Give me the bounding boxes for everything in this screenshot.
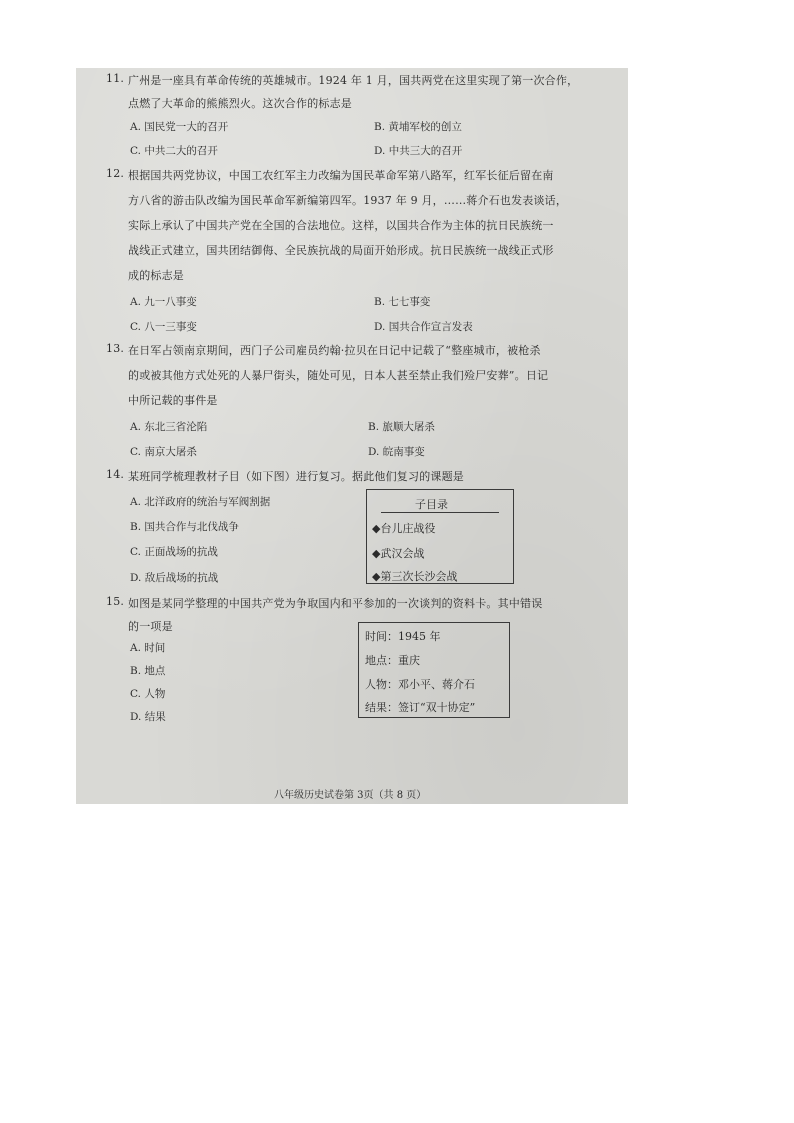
- question-text-line: 广州是一座具有革命传统的英雄城市。1924 年 1 月，国共两党在这里实现了第一次合作，: [128, 74, 579, 87]
- page-footer: 八年级历史试卷第 3页（共 8 页）: [274, 790, 427, 801]
- question-number: 12.: [106, 167, 125, 180]
- card-place: 地点：重庆: [365, 654, 420, 667]
- question-text-line: 点燃了大革命的熊熊烈火。这次合作的标志是: [128, 97, 352, 110]
- question-text-line: 实际上承认了中国共产党在全国的合法地位。这样，以国共合作为主体的抗日民族统一: [128, 219, 554, 232]
- option-d: D. 皖南事变: [368, 446, 425, 458]
- question-number: 15.: [106, 595, 125, 608]
- option-d: D. 敌后战场的抗战: [130, 572, 219, 584]
- title-underline: [381, 512, 499, 513]
- option-a: A. 北洋政府的统治与军阀割据: [130, 496, 271, 508]
- option-d: D. 结果: [130, 711, 166, 723]
- option-b: B. 黄埔军校的创立: [374, 121, 462, 133]
- subtopic-item: ◆台儿庄战役: [372, 522, 436, 535]
- question-text-line: 根据国共两党协议，中国工农红军主力改编为国民革命军第八路军，红军长征后留在南: [128, 169, 554, 182]
- option-c: C. 八一三事变: [130, 321, 197, 333]
- card-people: 人物：邓小平、蒋介石: [365, 678, 475, 691]
- card-time: 时间：1945 年: [365, 630, 441, 643]
- option-a: A. 东北三省沦陷: [130, 421, 208, 433]
- question-text-line: 方八省的游击队改编为国民革命军新编第四军。1937 年 9 月，……蒋介石也发表谈话，: [128, 194, 568, 207]
- option-c: C. 南京大屠杀: [130, 446, 197, 458]
- option-a: A. 九一八事变: [130, 296, 197, 308]
- option-d: D. 国共合作宣言发表: [374, 321, 473, 333]
- subtopic-item: ◆第三次长沙会战: [372, 570, 458, 583]
- question-text-line: 某班同学梳理教材子目（如下图）进行复习。据此他们复习的课题是: [128, 470, 464, 483]
- option-a: A. 国民党一大的召开: [130, 121, 229, 133]
- card-result: 结果：签订“双十协定”: [365, 701, 476, 714]
- option-a: A. 时间: [130, 642, 166, 654]
- subtopic-item: ◆武汉会战: [372, 547, 425, 560]
- option-d: D. 中共三大的召开: [374, 145, 463, 157]
- option-c: C. 人物: [130, 688, 166, 700]
- subtopic-directory-box: [366, 489, 514, 584]
- question-text-line: 战线正式建立，国共团结御侮、全民族抗战的局面开始形成。抗日民族统一战线正式形: [128, 244, 554, 257]
- question-text-line: 中所记载的事件是: [128, 394, 218, 407]
- question-text-line: 如图是某同学整理的中国共产党为争取国内和平参加的一次谈判的资料卡。其中错误: [128, 597, 543, 610]
- negotiation-info-card: [358, 622, 510, 718]
- option-b: B. 旅顺大屠杀: [368, 421, 435, 433]
- question-number: 14.: [106, 468, 125, 481]
- question-text-line: 的一项是: [128, 620, 173, 633]
- question-number: 13.: [106, 342, 125, 355]
- subtopic-directory-title: 子目录: [415, 498, 448, 511]
- option-c: C. 中共二大的召开: [130, 145, 218, 157]
- question-text-line: 在日军占领南京期间，西门子公司雇员约翰·拉贝在日记中记载了“整座城市，被枪杀: [128, 344, 541, 357]
- scanned-exam-page: [76, 68, 628, 804]
- option-b: B. 国共合作与北伐战争: [130, 521, 239, 533]
- question-number: 11.: [106, 72, 125, 85]
- option-b: B. 地点: [130, 665, 166, 677]
- question-text-line: 的或被其他方式处死的人暴尸街头，随处可见，日本人甚至禁止我们殓尸安葬”。日记: [128, 369, 549, 382]
- option-b: B. 七七事变: [374, 296, 431, 308]
- option-c: C. 正面战场的抗战: [130, 546, 218, 558]
- question-text-line: 成的标志是: [128, 269, 184, 282]
